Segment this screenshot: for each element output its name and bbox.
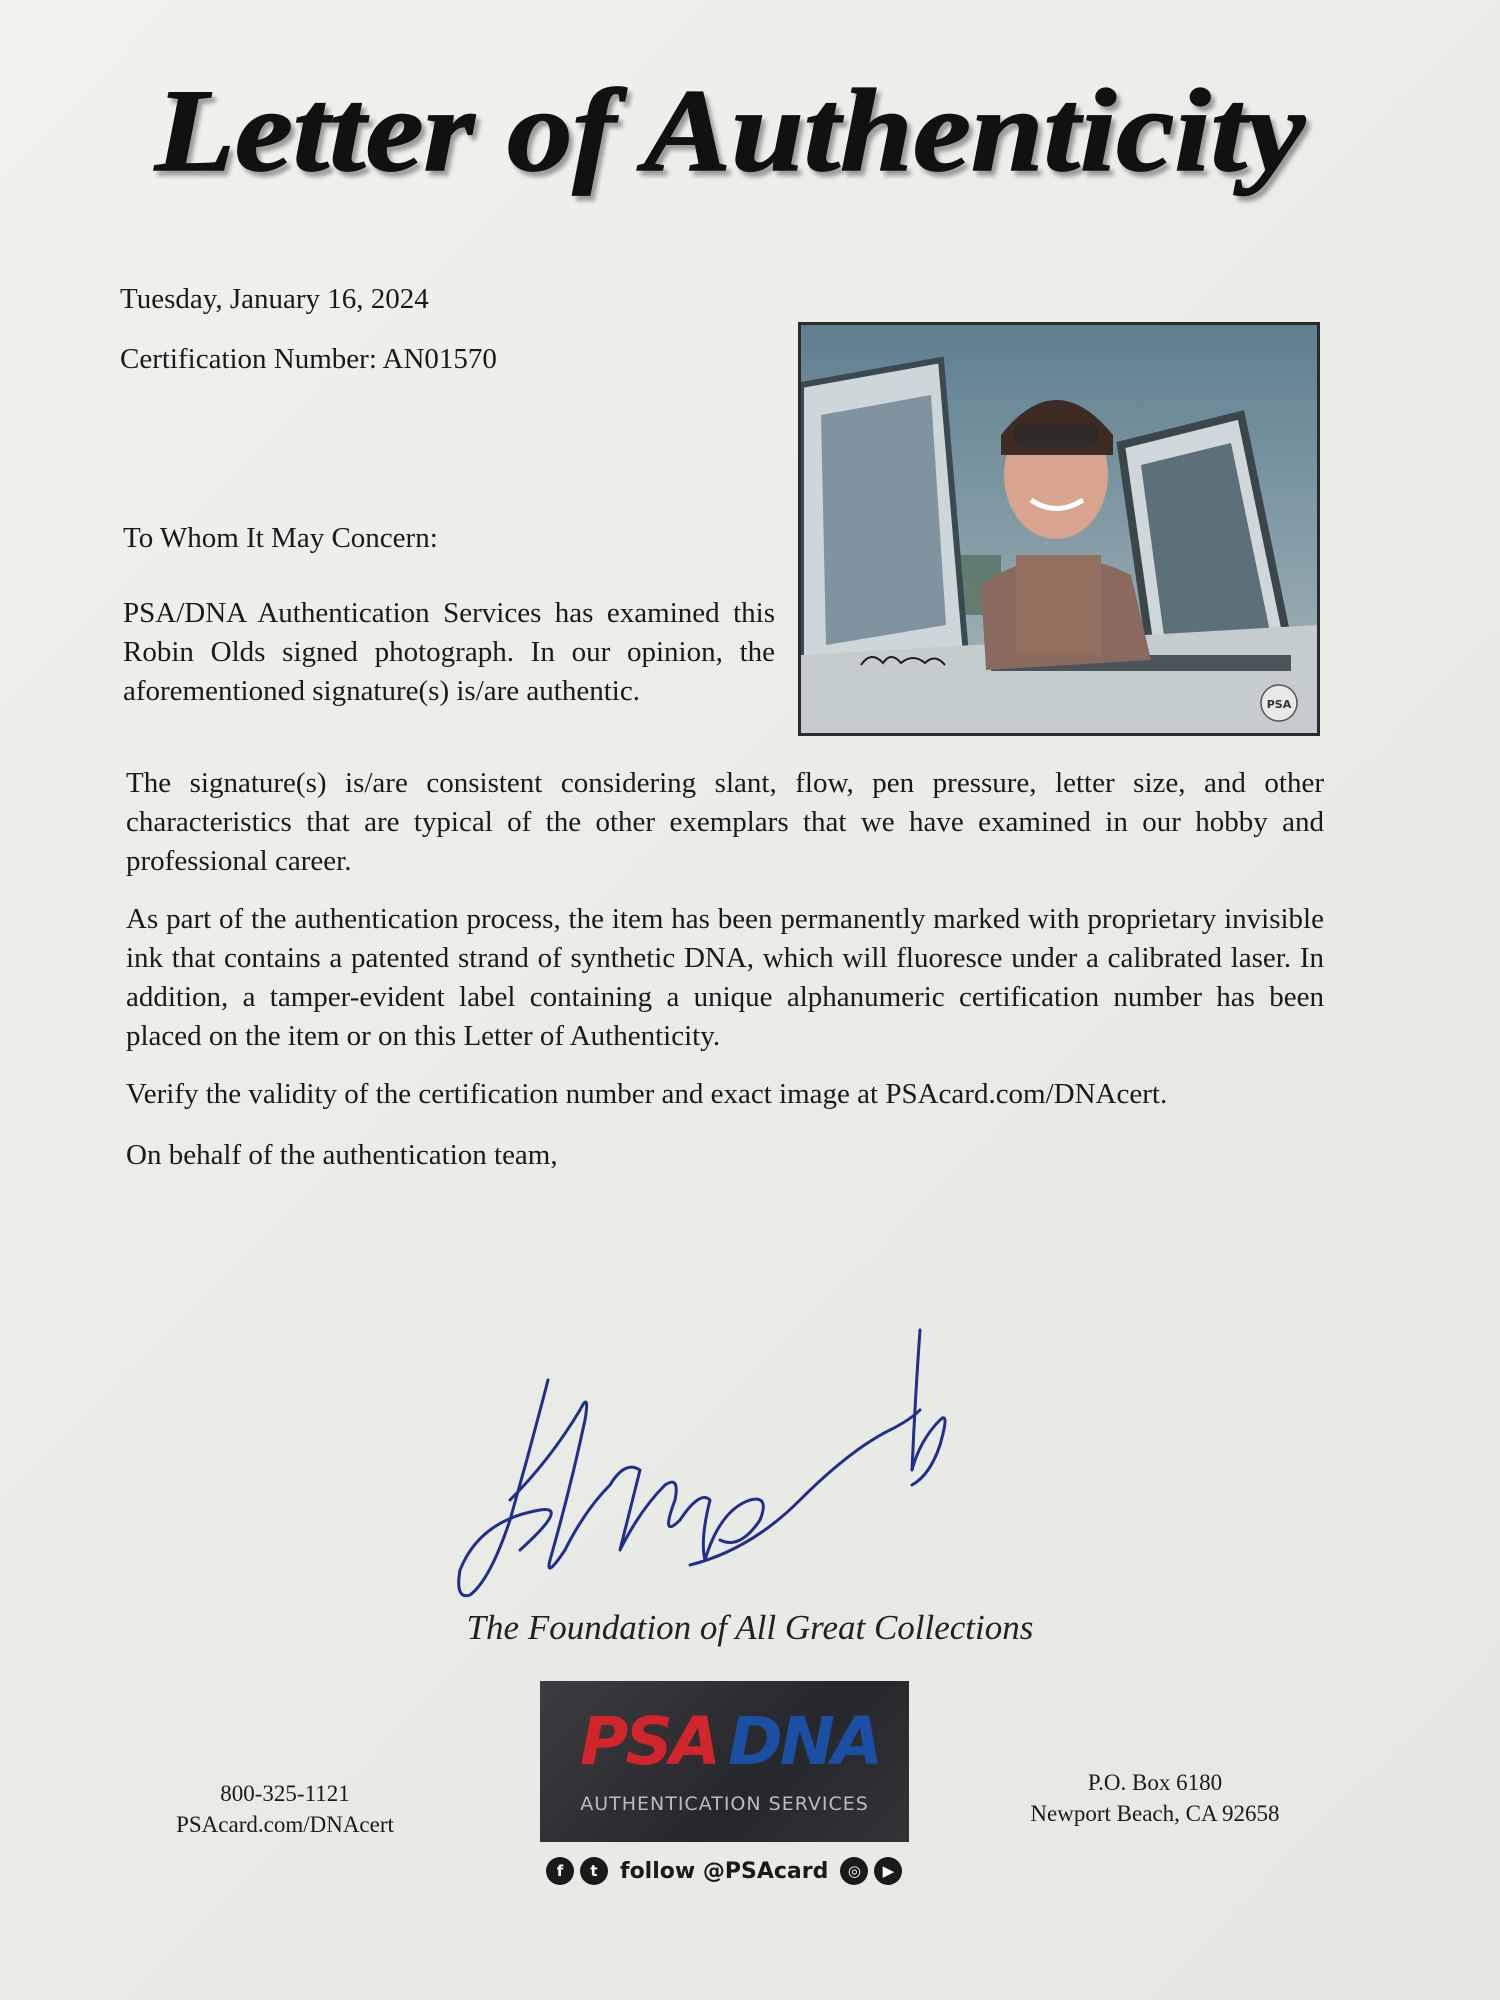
- authenticator-signature: [450, 1310, 970, 1610]
- footer-address-line2: Newport Beach, CA 92658: [1030, 1801, 1280, 1826]
- social-links: [546, 1854, 906, 1888]
- letter-paragraph-1: PSA/DNA Authentication Services has examined this Robin Olds signed photograph. In our opinion, the aforementioned signature(s) is/are authentic.: [123, 597, 775, 707]
- footer-address-line1: P.O. Box 6180: [1087, 1770, 1223, 1795]
- certification-number: Certification Number: AN01570: [120, 343, 497, 375]
- letter-paragraph-3: As part of the authentication process, the item has been permanently marked with proprietary invisible ink that contains a patented strand of synthetic DNA, which will fluoresce under a calibrated laser. In addition, a tamper-evident label containing a unique alphanumeric certification number has been placed on the item or on this Letter of Authenticity.: [126, 903, 1324, 1052]
- instagram-icon[interactable]: ◎: [840, 1857, 868, 1885]
- letter-paragraph-4: Verify the validity of the certification number and exact image at PSAcard.com/DNAcert.: [126, 1078, 1168, 1110]
- footer-phone: 800-325-1121: [220, 1781, 350, 1806]
- footer-address: [990, 1767, 1320, 1829]
- follow-handle: follow @PSAcard: [620, 1858, 829, 1884]
- greeting: To Whom It May Concern:: [123, 522, 438, 554]
- letter-paragraph-2: The signature(s) is/are consistent considering slant, flow, pen pressure, letter size, and other characteristics that are typical of the other exemplars that we have examined in our hobby and professional career.: [126, 767, 1324, 877]
- psa-dna-logo: [540, 1681, 909, 1842]
- logo-psa: PSA: [580, 1703, 718, 1780]
- letter-title-text: Letter of Authenticity: [153, 65, 1306, 196]
- logo-subtitle: AUTHENTICATION SERVICES: [580, 1793, 869, 1815]
- logo-letters: [580, 1703, 881, 1780]
- facebook-icon[interactable]: f: [546, 1857, 574, 1885]
- tagline: The Foundation of All Great Collections: [466, 1608, 1034, 1647]
- footer-contact: [130, 1778, 440, 1840]
- logo-dna: DNA: [728, 1703, 881, 1780]
- footer-website: PSAcard.com/DNAcert: [176, 1812, 394, 1837]
- letter-paragraph-5: On behalf of the authentication team,: [126, 1139, 558, 1171]
- youtube-icon[interactable]: ▶: [874, 1857, 902, 1885]
- signed-photograph: [798, 322, 1320, 736]
- photo-psa-sticker: PSA: [1266, 698, 1292, 711]
- letter-title: [130, 40, 1330, 230]
- twitter-icon[interactable]: t: [580, 1857, 608, 1885]
- letter-date: Tuesday, January 16, 2024: [120, 283, 429, 315]
